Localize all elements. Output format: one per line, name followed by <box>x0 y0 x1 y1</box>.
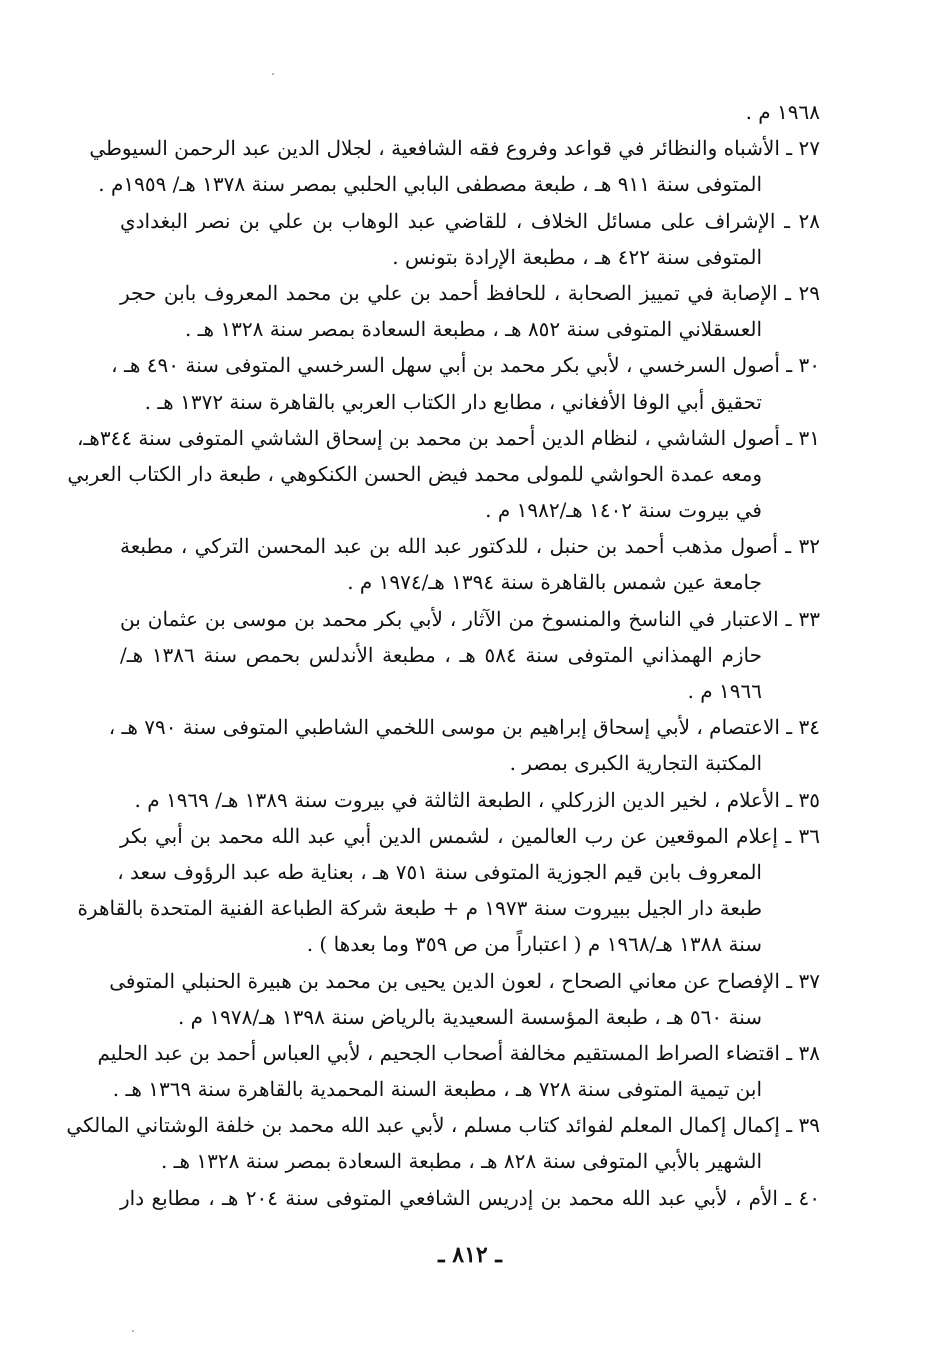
bibliography-entry-33 <box>120 601 820 710</box>
entry-line: ٣٦ ـ إعلام الموقعين عن رب العالمين ، لشمس الدين أبي عبد الله محمد بن أبي بكر <box>120 823 820 848</box>
entry-line: ١٩٦٨ م . <box>745 100 820 124</box>
bibliography-entry-28 <box>120 203 820 275</box>
entry-line: ٣٥ ـ الأعلام ، لخير الدين الزركلي ، الطبعة الثالثة في بيروت سنة ١٣٨٩ هـ/ ١٩٦٩ م . <box>134 787 820 812</box>
entry-line: سنة ٥٦٠ هـ ، طبعة المؤسسة السعيدية بالرياض سنة ١٣٩٨ هـ/١٩٧٨ م . <box>177 1004 762 1029</box>
page-number: ـ ٨١٢ ـ <box>438 1242 502 1268</box>
bibliography-entry-27 <box>89 130 820 202</box>
bibliography-entry-29 <box>120 275 820 347</box>
entry-line: جامعة عين شمس بالقاهرة سنة ١٣٩٤ هـ/١٩٧٤ م . <box>347 570 762 595</box>
entry-line: العسقلاني المتوفى سنة ٨٥٢ هـ ، مطبعة السعادة بمصر سنة ١٣٢٨ هـ . <box>184 317 762 342</box>
entry-line: ابن تيمية المتوفى سنة ٧٢٨ هـ ، مطبعة السنة المحمدية بالقاهرة سنة ١٣٦٩ هـ . <box>112 1077 762 1102</box>
entry-line: طبعة دار الجيل ببيروت سنة ١٩٧٣ م + طبعة شركة الطباعة الفنية المتحدة بالقاهرة <box>77 896 762 921</box>
bibliography-entry-39 <box>66 1107 820 1179</box>
entry-line: المكتبة التجارية الكبرى بمصر . <box>509 751 762 776</box>
entry-line: تحقيق أبي الوفا الأفغاني ، مطابع دار الكتاب العربي بالقاهرة سنة ١٣٧٢ هـ . <box>144 389 762 414</box>
entry-line: ٣٠ ـ أصول السرخسي ، لأبي بكر محمد بن أبي سهل السرخسي المتوفى سنة ٤٩٠ هـ ، <box>111 353 820 378</box>
bibliography-entry <box>120 94 820 130</box>
entry-line: ٣٤ ـ الاعتصام ، لأبي إسحاق إبراهيم بن موسى اللخمي الشاطبي المتوفى سنة ٧٩٠ هـ ، <box>108 715 820 740</box>
scan-speck <box>132 1330 134 1332</box>
entry-line: ٣١ ـ أصول الشاشي ، لنظام الدين أحمد بن محمد بن إسحاق الشاشي المتوفى سنة ٣٤٤هـ، <box>76 425 820 450</box>
bibliography-entry-37 <box>109 963 820 1035</box>
entry-line: ٣٩ ـ إكمال إكمال المعلم لفوائد كتاب مسلم ، لأبي عبد الله محمد بن خلفة الوشتاني المالكي <box>66 1113 820 1138</box>
entry-line: ٢٧ ـ الأشباه والنظائر في قواعد وفروع فقه الشافعية ، لجلال الدين عبد الرحمن السيوطي <box>89 136 820 161</box>
bibliography-entry-40 <box>120 1180 820 1216</box>
entry-line: الشهير بالأبي المتوفى سنة ٨٢٨ هـ ، مطبعة السعادة بمصر سنة ١٣٢٨ هـ . <box>160 1149 762 1174</box>
entry-line: سنة ١٣٨٨ هـ/١٩٦٨ م ( اعتباراً من ص ٣٥٩ وما بعدها ) . <box>306 932 762 957</box>
entry-line: في بيروت سنة ١٤٠٢ هـ/١٩٨٢ م . <box>485 498 762 523</box>
entry-line: ٢٨ ـ الإشراف على مسائل الخلاف ، للقاضي عبد الوهاب بن علي بن نصر البغدادي <box>120 208 820 233</box>
bibliography-entry-30 <box>111 347 820 419</box>
bibliography-entry-35 <box>120 782 820 818</box>
bibliography-entry-31 <box>67 420 820 529</box>
scan-speck <box>272 73 274 75</box>
entry-line: ٣٣ ـ الاعتبار في الناسخ والمنسوخ من الآثار ، لأبي بكر محمد بن موسى بن عثمان بن <box>120 606 820 631</box>
entry-line: ٣٨ ـ اقتضاء الصراط المستقيم مخالفة أصحاب الجحيم ، لأبي العباس أحمد بن عبد الحليم <box>97 1040 820 1065</box>
bibliography-entry-34 <box>108 709 820 781</box>
entry-line: ٣٢ ـ أصول مذهب أحمد بن حنبل ، للدكتور عبد الله بن عبد المحسن التركي ، مطبعة <box>120 534 820 559</box>
bibliography-list <box>66 94 820 1216</box>
bibliography-entry-32 <box>120 528 820 600</box>
entry-line: ٢٩ ـ الإصابة في تمييز الصحابة ، للحافظ أحمد بن علي بن محمد المعروف بابن حجر <box>120 280 820 305</box>
entry-line: المعروف بابن قيم الجوزية المتوفى سنة ٧٥١ هـ ، بعناية طه عبد الرؤوف سعد ، <box>117 859 762 884</box>
entry-line: ٣٧ ـ الإفصاح عن معاني الصحاح ، لعون الدين يحيى بن محمد بن هبيرة الحنبلي المتوفى <box>109 968 820 993</box>
entry-line: ٤٠ ـ الأم ، لأبي عبد الله محمد بن إدريس الشافعي المتوفى سنة ٢٠٤ هـ ، مطابع دار <box>120 1185 820 1210</box>
entry-line: حازم الهمذاني المتوفى سنة ٥٨٤ هـ ، مطبعة الأندلس بحمص سنة ١٣٨٦ هـ/ <box>120 642 762 667</box>
entry-line: المتوفى سنة ٩١١ هـ ، طبعة مصطفى البابي الحلبي بمصر سنة ١٣٧٨ هـ/ ١٩٥٩م . <box>98 172 762 197</box>
bibliography-entry-38 <box>97 1035 820 1107</box>
entry-line: ١٩٦٦ م . <box>687 679 762 703</box>
entry-line: المتوفى سنة ٤٢٢ هـ ، مطبعة الإرادة بتونس . <box>392 244 762 269</box>
bibliography-entry-36 <box>77 818 820 963</box>
entry-line: ومعه عمدة الحواشي للمولى محمد فيض الحسن الكنكوهي ، طبعة دار الكتاب العربي <box>67 461 762 486</box>
